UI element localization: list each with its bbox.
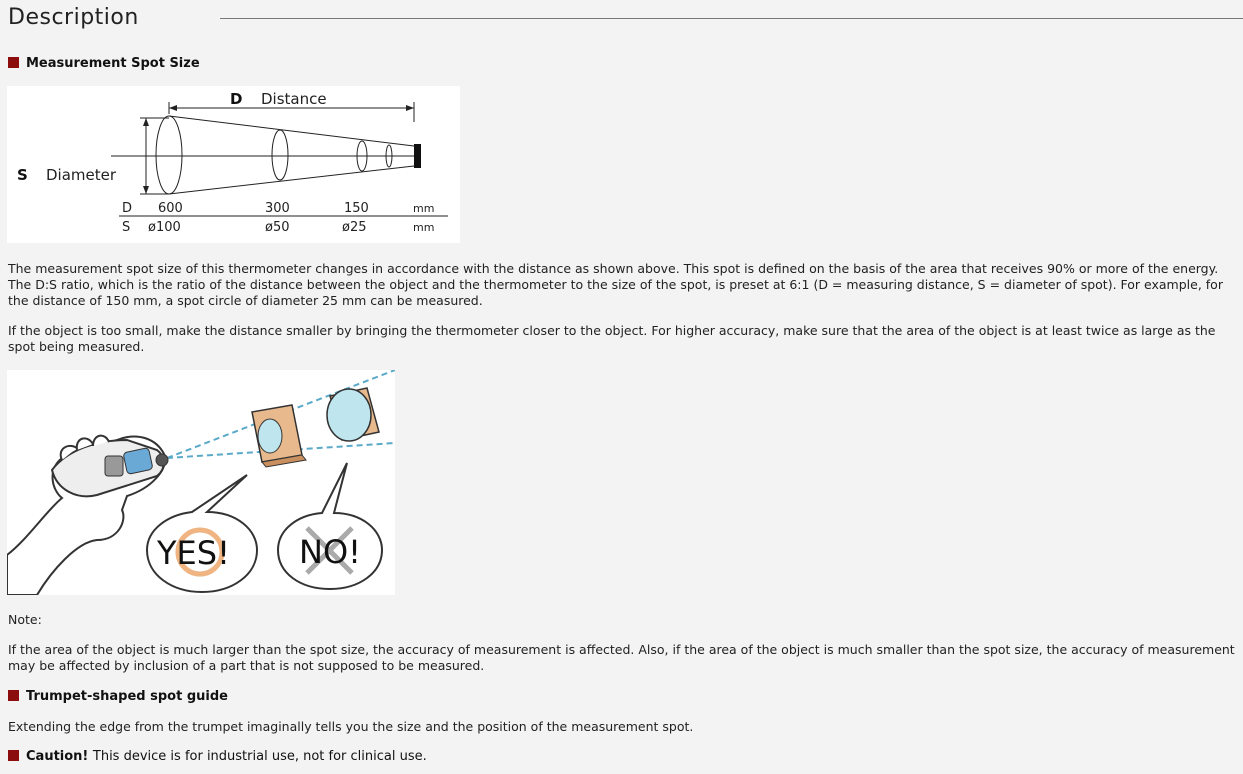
row-s-value-3: ø25 xyxy=(342,220,367,235)
title-divider xyxy=(220,18,1243,19)
diameter-label: Diameter xyxy=(46,166,117,184)
spot-size-diagram xyxy=(7,86,460,243)
spot-size-diagram-svg xyxy=(7,86,460,243)
note-text: If the area of the object is much larger than the spot size, the accuracy of measurement is affected. Also, if the area of the object is much smaller than the spot size, the accuracy of measurement may be affected by inclusion of a part that is not supposed to be measured. xyxy=(8,642,1235,673)
trumpet-text: Extending the edge from the trumpet imaginally tells you the size and the position of the measurement spot. xyxy=(8,719,694,734)
note-label: Note: xyxy=(8,612,42,627)
row-s-value-2: ø50 xyxy=(265,220,290,235)
s-letter: S xyxy=(17,166,28,184)
bullet-square-icon xyxy=(8,690,19,701)
bullet-square-icon xyxy=(8,750,19,761)
row-s-unit: mm xyxy=(413,221,435,234)
row-d-letter: D xyxy=(122,201,133,216)
caution-text: This device is for industrial use, not for clinical use. xyxy=(92,749,427,764)
row-d-value-1: 600 xyxy=(158,201,183,216)
page-title: Description xyxy=(8,5,139,30)
spot-size-paragraph-2: If the object is too small, make the distance smaller by bringing the thermometer closer to the object. For higher accuracy, make sure that the area of the object is at least twice as large as the spot being measured. xyxy=(8,323,1216,354)
caution-label: Caution! xyxy=(26,749,89,764)
row-d-unit: mm xyxy=(413,202,435,215)
section-heading-spot-size xyxy=(8,56,200,72)
caution-line xyxy=(8,749,427,765)
measurement-illustration xyxy=(7,370,395,595)
measurement-illustration-svg xyxy=(7,370,395,595)
no-label: NO! xyxy=(299,533,361,571)
d-letter: D xyxy=(230,90,243,108)
spot-size-paragraph-1: The measurement spot size of this thermometer changes in accordance with the distance as shown above. This spot is defined on the basis of the area that receives 90% or more of the energy. The D:S ratio, which is the ratio of the distance between the object and the thermometer to the size of the spot, is preset at 6:1 (D = measuring distance, S = diameter of spot). For example, for the distance of 150 mm, a spot circle of diameter 25 mm can be measured. xyxy=(8,261,1223,308)
yes-label: YES! xyxy=(157,534,230,572)
row-d-value-2: 300 xyxy=(265,201,290,216)
row-d-value-3: 150 xyxy=(344,201,369,216)
section-heading-trumpet xyxy=(8,689,228,705)
spot-size-heading: Measurement Spot Size xyxy=(26,56,200,71)
distance-label: Distance xyxy=(261,90,327,108)
row-s-value-1: ø100 xyxy=(148,220,181,235)
trumpet-heading: Trumpet-shaped spot guide xyxy=(26,689,228,704)
row-s-letter: S xyxy=(122,220,131,235)
thermometer-icon xyxy=(414,144,421,168)
bullet-square-icon xyxy=(8,57,19,68)
